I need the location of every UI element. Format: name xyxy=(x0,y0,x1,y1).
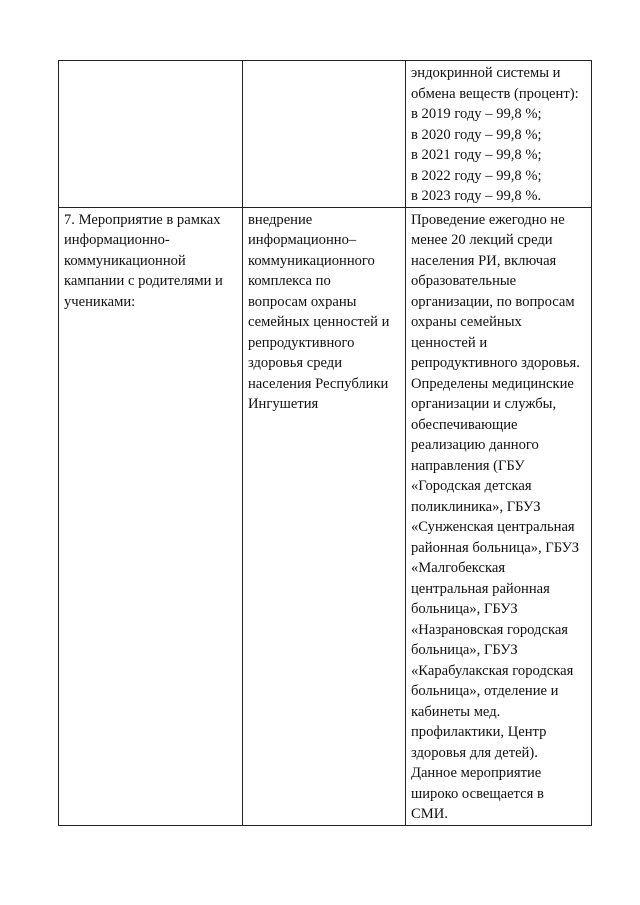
text-line: СМИ. xyxy=(411,806,448,822)
text-line: Проведение ежегодно не xyxy=(411,211,565,228)
text-line: в 2021 году – 99,8 %; xyxy=(411,147,542,163)
text-line: семейных ценностей и xyxy=(248,314,390,330)
text-line: Определены медицинские xyxy=(411,375,574,392)
text-line: информационно– xyxy=(248,232,357,248)
text-line: образовательные xyxy=(411,273,517,289)
text-line: в 2019 году – 99,8 %; xyxy=(411,106,542,122)
table-cell-indicator-continued xyxy=(406,61,592,208)
text-line: в 2023 году – 99,8 %. xyxy=(411,188,542,204)
text-line: репродуктивного здоровья. xyxy=(411,355,580,371)
text-line: здоровья среди xyxy=(248,355,343,371)
text-line: обмена веществ (процент): xyxy=(411,85,579,102)
text-line: населения РИ, включая xyxy=(411,252,557,269)
text-line: менее 20 лекций среди xyxy=(411,232,553,248)
text-line: в 2020 году – 99,8 %; xyxy=(411,126,542,143)
text-line: «Сунженская центральная xyxy=(411,519,575,535)
text-line: больница», ГБУЗ xyxy=(411,601,518,617)
table-row-activity-7 xyxy=(59,207,592,825)
table-cell-activity-results xyxy=(406,207,592,825)
text-line: здоровья для детей). xyxy=(411,744,538,761)
text-line: внедрение xyxy=(248,211,313,228)
text-line: коммуникационного xyxy=(248,252,375,269)
table-row-continued xyxy=(59,61,592,208)
text-line: организации, по вопросам xyxy=(411,293,575,310)
cell-text-block xyxy=(243,208,405,415)
text-line: репродуктивного xyxy=(248,334,355,351)
text-line: «Малгобекская xyxy=(411,560,506,576)
table-cell-empty-col1 xyxy=(59,61,243,208)
cell-text-block xyxy=(406,61,591,207)
text-line: кампании с родителями и xyxy=(64,273,223,289)
text-line: центральная районная xyxy=(411,580,550,597)
text-line: районная больница», ГБУЗ xyxy=(411,539,580,556)
text-line: информационно- xyxy=(64,232,170,248)
text-line: больница», ГБУЗ xyxy=(411,642,518,658)
text-line: Ингушетия xyxy=(248,396,319,412)
text-line: реализацию данного xyxy=(411,437,539,453)
text-line: кабинеты мед. xyxy=(411,703,501,720)
text-line: широко освещается в xyxy=(411,785,544,802)
text-line: «Назрановская городская xyxy=(411,621,569,638)
text-line: комплекса по xyxy=(248,273,331,289)
text-line: в 2022 году – 99,8 %; xyxy=(411,167,542,184)
text-line: коммуникационной xyxy=(64,252,186,269)
text-line: обеспечивающие xyxy=(411,416,518,433)
text-line: «Карабулакская городская xyxy=(411,662,574,679)
text-line: охраны семейных xyxy=(411,314,522,330)
text-line: 7. Мероприятие в рамках xyxy=(64,211,221,228)
text-line: профилактики, Центр xyxy=(411,724,547,740)
cell-text-block xyxy=(406,208,591,825)
text-line: направления (ГБУ xyxy=(411,457,525,474)
text-line: поликлиника», ГБУЗ xyxy=(411,498,541,515)
text-line: Данное мероприятие xyxy=(411,765,542,781)
text-line: больница», отделение и xyxy=(411,683,559,699)
text-line: организации и службы, xyxy=(411,396,557,412)
text-line: населения Республики xyxy=(248,375,389,392)
table-cell-activity-title xyxy=(59,207,243,825)
table-cell-empty-col2 xyxy=(243,61,406,208)
text-line: вопросам охраны xyxy=(248,293,357,310)
cell-text-block xyxy=(59,208,242,313)
table-cell-activity-description xyxy=(243,207,406,825)
text-line: «Городская детская xyxy=(411,478,532,494)
text-line: эндокринной системы и xyxy=(411,65,561,81)
text-line: учениками: xyxy=(64,293,136,310)
document-table xyxy=(58,60,592,826)
text-line: ценностей и xyxy=(411,334,488,351)
